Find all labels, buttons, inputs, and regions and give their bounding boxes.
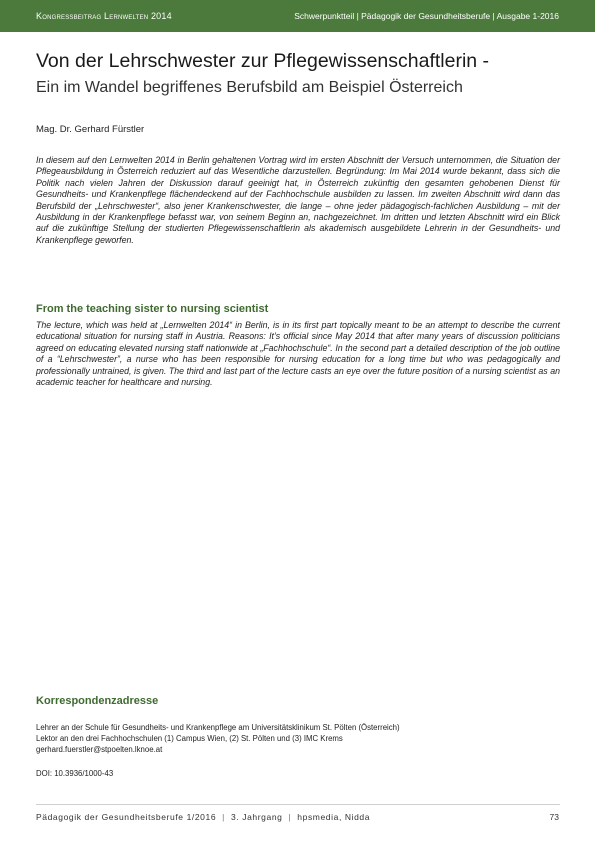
article-author: Mag. Dr. Gerhard Fürstler bbox=[36, 124, 145, 135]
footer-volume: 3. Jahrgang bbox=[230, 812, 283, 822]
page-number: 73 bbox=[549, 812, 559, 822]
article-title: Von der Lehrschwester zur Pflegewissenschaftlerin - bbox=[36, 50, 490, 72]
abstract-english: The lecture, which was held at „Lernwelten 2014“ in Berlin, is in its first part topically meant to be an attempt to describe the current educational situation for nursing staff in Austria. Reasons: It’s official since May 2014 that after many years of discussion politicians agreed on educating elevated nursing staff nationwide at „Fachhochschule“. In the second part a detailed description of the job outline of a “Lehrschwester”, a nurse who has been responsible for nursing education for a long time but who was pedagogically and professionally untrained, is given. The third and last part of the lecture casts an eye over the future position of a nursing scientist as an academic teacher for healthcare and nursing. bbox=[36, 320, 560, 388]
correspondence-heading: Korrespondenzadresse bbox=[36, 695, 159, 707]
footer-separator: | bbox=[288, 812, 292, 822]
abstract-english-heading: From the teaching sister to nursing scientist bbox=[36, 303, 269, 315]
correspondence-line-1: Lehrer an der Schule für Gesundheits- und Krankenpflege am Universitätsklinikum St. Pölten (Österreich) bbox=[36, 723, 400, 732]
footer-divider bbox=[36, 804, 560, 805]
correspondence-address bbox=[36, 722, 560, 779]
correspondence-line-2: Lektor an den drei Fachhochschulen (1) Campus Wien, (2) St. Pölten und (3) IMC Krems bbox=[36, 734, 343, 744]
header-section-label: Kongressbeitrag Lernwelten 2014 bbox=[36, 11, 172, 21]
header-bar bbox=[0, 0, 595, 32]
article-subtitle: Ein im Wandel begriffenes Berufsbild am Beispiel Österreich bbox=[36, 79, 463, 96]
footer-journal: Pädagogik der Gesundheitsberufe 1/2016 bbox=[36, 812, 217, 822]
footer-publisher: hpsmedia, Nidda bbox=[297, 812, 371, 822]
doi-label[interactable]: DOI: 10.3936/1000-43 bbox=[36, 768, 114, 778]
header-issue-info: Schwerpunktteil | Pädagogik der Gesundheitsberufe | Ausgabe 1-2016 bbox=[294, 11, 559, 21]
abstract-german: In diesem auf den Lernwelten 2014 in Berlin gehaltenen Vortrag wird im ersten Abschnitt der Versuch unternommen, die Situation der Pflegeausbildung in Österreich reduziert auf das Wesentliche darzustellen. Begründung: Im Mai 2014 wurde bekannt, dass sich die Politik nach vielen Jahren der Diskussion darauf geeinigt hat, in Österreich zukünftig den gesamten gehobenen Dienst für Gesundheits- und Krankenpflege flächendeckend auf der Fachhochschule ausbilden zu lassen. Im zweiten Abschnitt wird dann das Berufsbild der „Lehrschwester“, also jener Krankenschwester, die lange – ohne jeder pädagogisch-fachlichen Ausbildung – mit der Ausbildung in der Krankenpflege befasst war, von seinem Beginn an, nachgezeichnet. Im dritten und letzten Abschnitt wird ein Blick auf die zukünftige Stellung der studierten Pflegewissenschaftlerin als akademisch ausgebildete Lehrerin in der Gesundheits- und Krankenpflege geworfen. bbox=[36, 155, 560, 245]
footer-info bbox=[36, 812, 370, 822]
correspondence-email[interactable]: gerhard.fuerstler@stpoelten.lknoe.at bbox=[36, 745, 163, 755]
footer-separator: | bbox=[222, 812, 225, 822]
